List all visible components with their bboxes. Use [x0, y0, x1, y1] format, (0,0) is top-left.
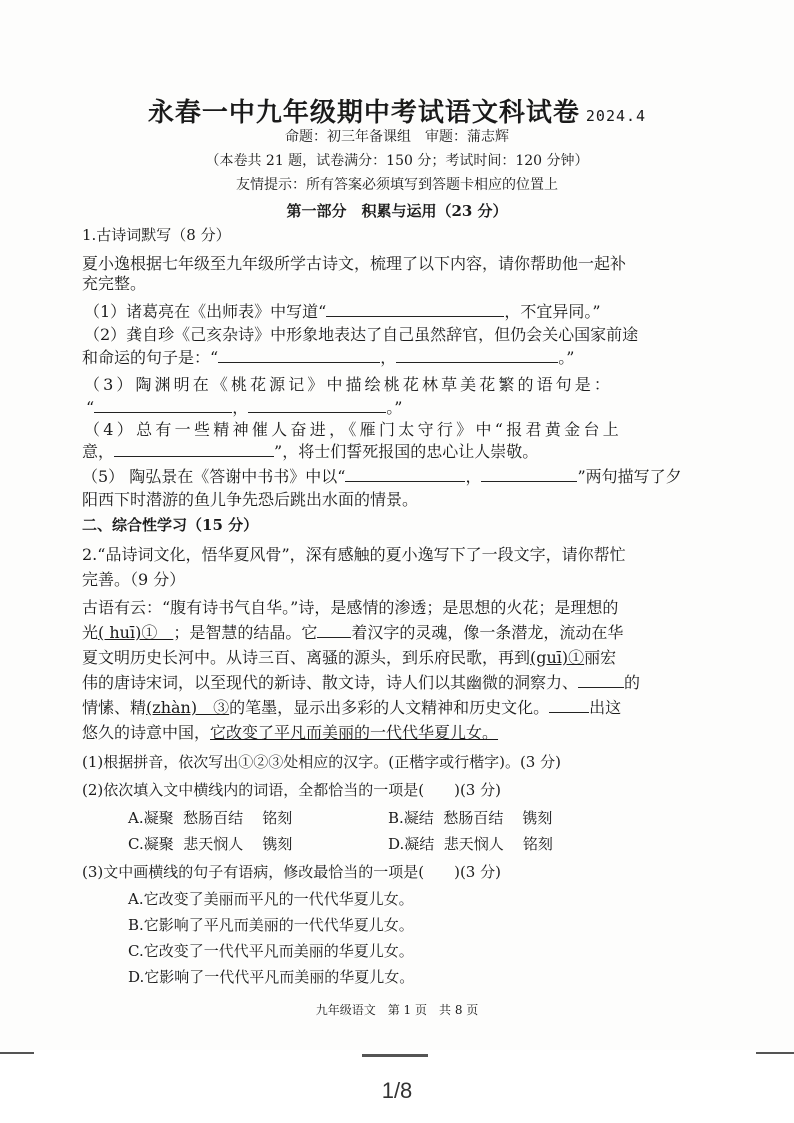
option-3d: D.它影响了一代代平凡而美丽的华夏儿女。	[128, 968, 415, 986]
q1-item1-text: （1）诸葛亮在《出师表》中写道“	[84, 302, 327, 321]
option-2c: C.凝聚 悲天悯人 镌刻	[128, 835, 293, 853]
authors-line: 命题：初三年备课组 审题：蒲志辉	[285, 129, 509, 145]
q2-prompt-line1: 2.“品诗词文化，悟华夏风骨”，深有感触的夏小逸写下了一段文字，请你帮忙	[82, 545, 626, 564]
passage-text: 夏文明历史长河中。从诗三百、离骚的源头，到乐府民歌，再到	[82, 648, 531, 667]
section2-heading: 二、综合性学习（15 分）	[82, 516, 259, 534]
option-2a: A.凝聚 愁肠百结 铭刻	[128, 809, 293, 827]
answer-blank	[549, 698, 589, 713]
q1-item5-line1	[82, 467, 682, 487]
page-footer: 九年级语文 第 1 页 共 8 页	[315, 1003, 479, 1017]
answer-blank	[578, 673, 624, 688]
pinyin-blank-1: ( huī)①	[98, 623, 174, 642]
answer-blank	[114, 442, 274, 457]
answer-blank	[317, 623, 351, 638]
option-2b: B.凝结 愁肠百结 镌刻	[388, 809, 553, 827]
scan-edge-mark	[756, 1052, 794, 1054]
title-year: 2024.4	[585, 107, 647, 125]
passage-line4	[82, 673, 640, 693]
q1-item4-text: 意，	[82, 442, 115, 461]
passage-text: 的笔墨，显示出多彩的人文精神和历史文化。	[229, 698, 550, 717]
sub-question-2: (2)依次填入文中横线内的词语，全都恰当的一项是( )(3 分)	[82, 781, 501, 799]
q1-item2-line2	[82, 348, 574, 368]
passage-text: 悠久的诗意中国，	[82, 723, 211, 742]
part-heading: 第一部分 积累与运用（23 分）	[286, 202, 508, 220]
q1-item5-text: （5） 陶弘景在《答谢中书书》中以“	[82, 467, 346, 486]
q1-intro-line2: 充完整。	[82, 274, 147, 293]
friendly-tip: 友情提示：所有答案必须填写到答题卡相应的位置上	[236, 177, 558, 193]
q1-item2-end: 。”	[558, 348, 575, 367]
passage-line3	[82, 648, 616, 668]
sub-question-1: (1)根据拼音，依次写出①②③处相应的汉字。(正楷字或行楷字)。(3 分)	[82, 753, 561, 771]
q1-item3-open: “	[86, 398, 95, 417]
q1-item1	[84, 302, 601, 322]
option-3a: A.它改变了美丽而平凡的一代代华夏儿女。	[128, 890, 414, 908]
q1-item5-line2: 阳西下时潜游的鱼儿争先恐后跳出水面的情景。	[82, 490, 419, 509]
q1-item2-text: 和命运的句子是：“	[82, 348, 219, 367]
scan-edge-mark	[362, 1054, 428, 1057]
pinyin-blank-2: (guī)①	[530, 648, 585, 667]
scan-edge-mark	[0, 1052, 34, 1054]
q1-item3-line1: （3）陶渊明在《桃花源记》中描绘桃花林草美花繁的语句是：	[84, 375, 613, 394]
option-3c: C.它改变了一代代平凡而美丽的华夏儿女。	[128, 942, 414, 960]
q1-item2-comma: ，	[380, 348, 397, 367]
q1-item4-line1: （4）总有一些精神催人奋进，《雁门太守行》中“报君黄金台上	[84, 420, 623, 439]
title-text: 永春一中九年级期中考试语文科试卷	[147, 98, 580, 128]
q2-prompt-line2: 完善。（9 分）	[82, 570, 186, 589]
answer-blank	[94, 398, 232, 413]
q1-item4-line2	[82, 442, 538, 462]
q1-item3-line2	[86, 398, 402, 418]
answer-blank	[396, 348, 558, 363]
pinyin-blank-3: (zhàn) ③	[146, 698, 230, 717]
passage-text: 光	[82, 623, 99, 642]
passage-text: 伟的唐诗宋词，以至现代的新诗、散文诗，诗人们以其幽微的洞察力、	[82, 673, 579, 692]
passage-text: ；是智慧的结晶。它	[173, 623, 318, 642]
answer-blank	[345, 467, 465, 482]
q1-item5-comma: ，	[465, 467, 482, 486]
q1-item3-end: 。”	[386, 398, 403, 417]
option-2d: D.凝结 悲天悯人 铭刻	[388, 835, 553, 853]
answer-blank	[326, 302, 504, 317]
q1-item1-end: ，不宜异同。”	[504, 302, 601, 321]
passage-text: 情愫、精	[82, 698, 147, 717]
passage-text: 丽宏	[584, 648, 617, 667]
exam-title	[0, 92, 794, 129]
exam-info: （本卷共 21 题，试卷满分：150 分；考试时间：120 分钟）	[205, 153, 589, 169]
passage-line5	[82, 698, 621, 718]
answer-blank	[218, 348, 380, 363]
sub-question-3: (3)文中画横线的句子有语病，修改最恰当的一项是( )(3 分)	[82, 863, 501, 881]
q1-intro-line1: 夏小逸根据七年级至九年级所学古诗文，梳理了以下内容，请你帮助他一起补	[82, 254, 627, 273]
passage-text: 出这	[589, 698, 622, 717]
passage-line1: 古语有云：“腹有诗书气自华。”诗，是感情的渗透；是思想的火花；是理想的	[82, 598, 619, 617]
passage-text: 的	[624, 673, 641, 692]
option-3b: B.它影响了平凡而美丽的一代代华夏儿女。	[128, 916, 414, 934]
q1-item4-end: ”，将士们誓死报国的忠心让人崇敬。	[274, 442, 539, 461]
q1-item5-end: ”两句描写了夕	[577, 467, 682, 486]
passage-line2	[82, 623, 623, 643]
q1-heading: 1.古诗词默写（8 分）	[82, 226, 231, 244]
passage-line6	[82, 723, 498, 743]
underlined-sentence: 它改变了平凡而美丽的一代代华夏儿女。	[210, 723, 499, 742]
answer-blank	[248, 398, 386, 413]
q1-item2-line1: （2）龚自珍《己亥杂诗》中形象地表达了自己虽然辞官，但仍会关心国家前途	[84, 325, 639, 344]
passage-text: 着汉字的灵魂，像一条潜龙，流动在华	[351, 623, 624, 642]
q1-item3-comma: ，	[232, 398, 249, 417]
page-indicator: 1/8	[381, 1078, 413, 1103]
answer-blank	[481, 467, 577, 482]
